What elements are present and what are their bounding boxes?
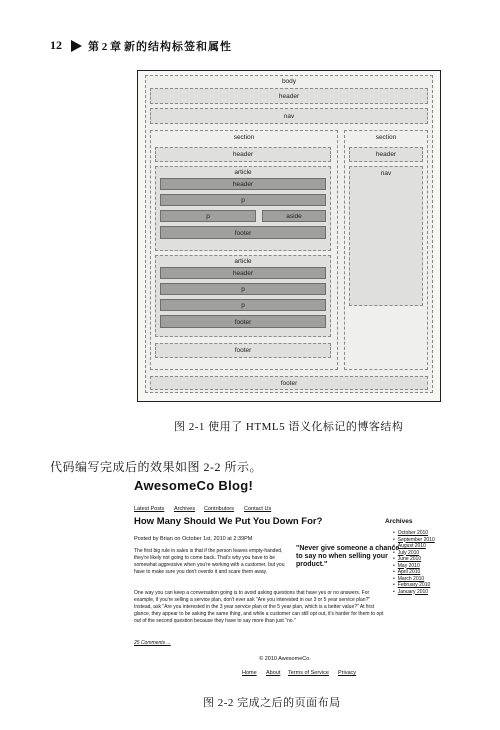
p-label: p xyxy=(241,197,245,204)
nav-link-archives[interactable]: Archives xyxy=(174,506,196,512)
p-label: p xyxy=(241,302,245,309)
article-label: article xyxy=(234,258,252,265)
footer-label: footer xyxy=(234,319,252,326)
page-number: 12 xyxy=(50,38,62,52)
paragraph-box xyxy=(160,299,326,311)
sidebar-nav-box xyxy=(349,166,423,306)
post-title: How Many Should We Put You Down For? xyxy=(134,516,323,527)
nav-link-contact[interactable]: Contact Us xyxy=(244,506,272,512)
post-paragraph-2: One way you can keep a conversation going is to avoid asking questions that have yes or no answers. For example, if you're selling a service plan, don't ever ask "Are you interested in our 3 or 5 year service plan?" Instead, ask "Are you interested in the 3 year service plan or the 5 year plan, which is a better value?" At first glance, they appear to be asking the same thing, and while a customer can still opt out, it's harder for them to opt out of the second question because they have to say more than just "no." xyxy=(134,590,384,624)
header-label: header xyxy=(232,151,254,158)
section-footer-box xyxy=(155,343,331,358)
main-section-box xyxy=(150,130,338,370)
paragraph-box xyxy=(160,210,256,222)
body-label: body xyxy=(281,78,297,85)
comments-link[interactable]: 25 Comments ... xyxy=(134,640,171,646)
footer-link-privacy[interactable]: Privacy xyxy=(338,670,357,676)
article-footer-box xyxy=(160,315,326,328)
paragraph-box xyxy=(160,194,326,206)
section-label: section xyxy=(233,134,255,141)
post-paragraph-1: The first big rule in sales is that if the person leaves empty-handed, they're likely not going to come back. That's why you have to be somewhat aggressive when you're working with a customer, but you have to make sure you don't overdo it and scare them away. xyxy=(134,548,285,575)
archive-link[interactable]: • July 2010 xyxy=(393,550,435,557)
page-header xyxy=(0,38,500,54)
nav-link-latest-posts[interactable]: Latest Posts xyxy=(134,506,165,512)
archive-link[interactable]: • March 2010 xyxy=(393,576,435,583)
aside-box xyxy=(262,210,326,222)
archives-heading: Archives xyxy=(385,518,413,525)
article-footer-box xyxy=(160,226,326,239)
article-box xyxy=(155,255,331,337)
nav-label: nav xyxy=(283,113,295,120)
archive-link[interactable]: • January 2010 xyxy=(393,589,435,596)
section-label: section xyxy=(375,134,397,141)
sidebar-section-box xyxy=(344,130,428,370)
body-header-box xyxy=(150,88,428,104)
footer-label: footer xyxy=(234,347,252,354)
chapter-title: 新的结构标签和属性 xyxy=(124,41,232,53)
figure2-caption: 图 2-2 完成之后的页面布局 xyxy=(203,697,341,709)
article-box xyxy=(155,166,331,251)
nav-label: nav xyxy=(380,170,392,177)
article-label: article xyxy=(234,169,252,176)
body-box xyxy=(145,75,433,393)
paragraph-box xyxy=(160,283,326,295)
post-byline: Posted by Brian on October 1st, 2010 at 2:39PM xyxy=(134,536,253,542)
body-paragraph: 代码编写完成后的效果如图 2-2 所示。 xyxy=(50,460,262,474)
copyright: © 2010 AwesomeCo. xyxy=(259,656,311,662)
header-label: header xyxy=(375,151,397,158)
p-label: p xyxy=(206,213,210,220)
footer-link-terms[interactable]: Terms of Service xyxy=(288,670,329,676)
section-header-box xyxy=(155,147,331,162)
body-nav-box xyxy=(150,108,428,124)
body-footer-box xyxy=(150,376,428,390)
nav-link-contributors[interactable]: Contributors xyxy=(204,506,234,512)
archive-link[interactable]: • May 2010 xyxy=(393,563,435,570)
archive-link[interactable]: • June 2010 xyxy=(393,556,435,563)
sidebar-header-box xyxy=(349,147,423,162)
header-label: header xyxy=(232,270,254,277)
blog-screenshot xyxy=(120,478,450,684)
archive-link[interactable]: • October 2010 xyxy=(393,530,435,537)
structure-diagram xyxy=(137,70,441,402)
archive-link[interactable]: • August 2010 xyxy=(393,543,435,550)
p-label: p xyxy=(241,286,245,293)
archive-link[interactable]: • April 2010 xyxy=(393,569,435,576)
article-header-box xyxy=(160,267,326,279)
footer-label: footer xyxy=(234,230,252,237)
archives-list xyxy=(393,530,435,595)
blog-title: AwesomeCo Blog! xyxy=(134,478,254,493)
header-label: header xyxy=(278,93,300,100)
header-label: header xyxy=(232,181,254,188)
pull-quote: "Never give someone a chance to say no when selling your product." xyxy=(296,545,400,568)
footer-link-about[interactable]: About xyxy=(266,670,281,676)
footer-label: footer xyxy=(280,380,298,387)
chapter-number: 第 2 章 xyxy=(88,41,121,53)
footer-link-home[interactable]: Home xyxy=(242,670,257,676)
figure1-caption: 图 2-1 使用了 HTML5 语义化标记的博客结构 xyxy=(174,421,404,433)
triangle-marker-icon xyxy=(71,40,82,52)
archive-link[interactable]: • September 2010 xyxy=(393,537,435,544)
aside-label: aside xyxy=(286,213,302,220)
article-header-box xyxy=(160,178,326,190)
archive-link[interactable]: • February 2010 xyxy=(393,582,435,589)
